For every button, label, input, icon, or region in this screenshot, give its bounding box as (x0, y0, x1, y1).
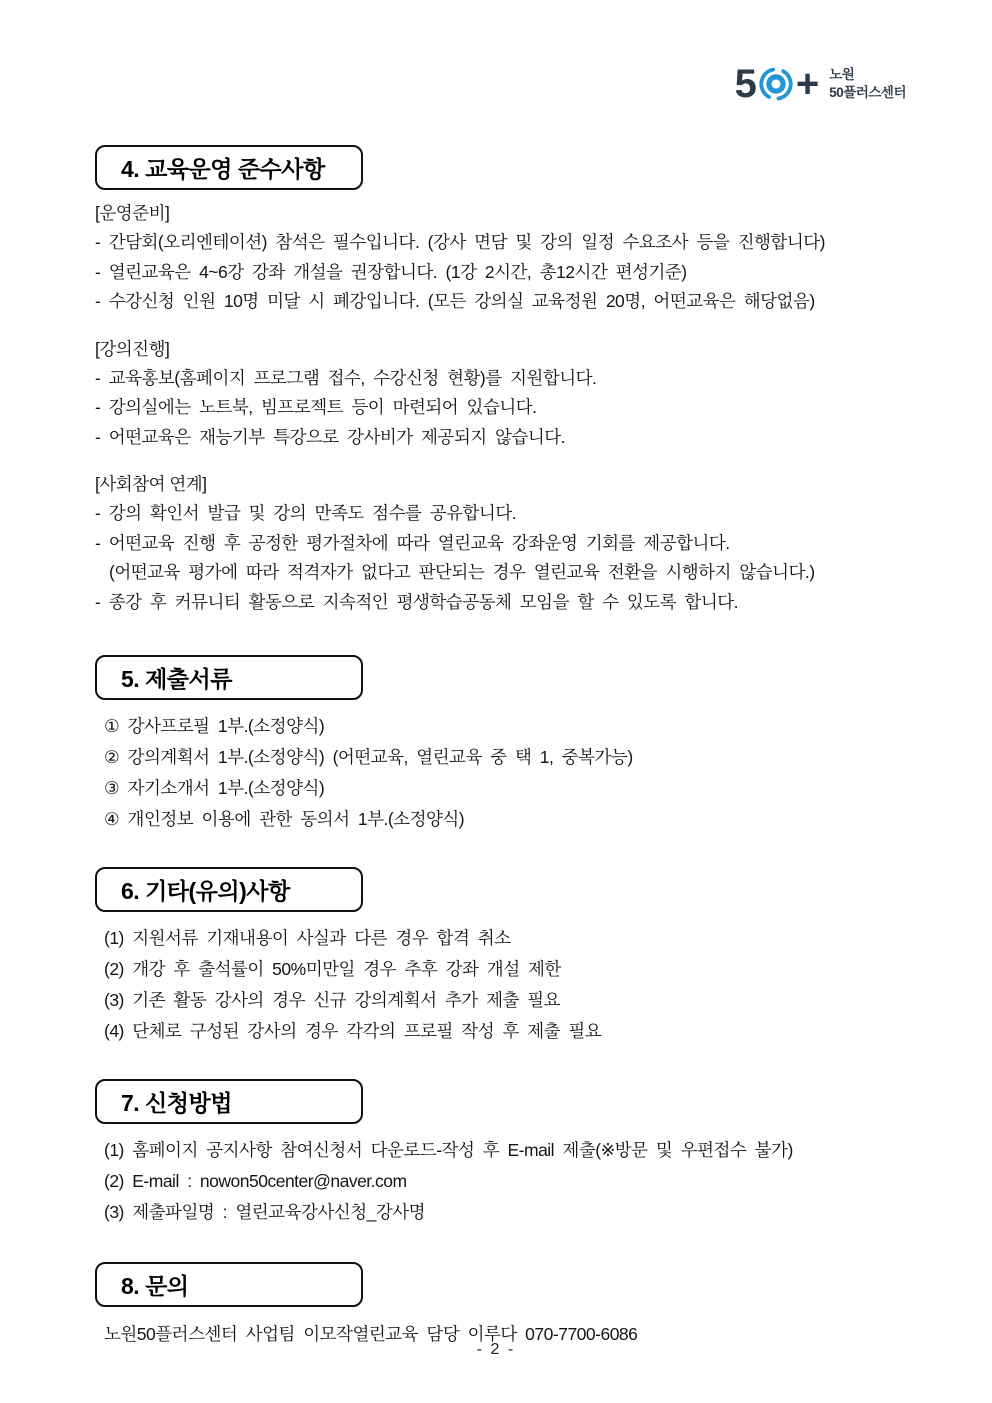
page-number: - 2 - (476, 1341, 516, 1358)
section-title-box-8 (95, 1262, 363, 1307)
bullet-line: - 교육홍보(홈페이지 프로그램 접수, 수강신청 현황)를 지원합니다. (95, 367, 597, 388)
section-title-box-7 (95, 1079, 363, 1124)
section-title: 8. 문의 (121, 1273, 189, 1299)
logo-digit-5: 5 (734, 62, 756, 106)
list-item-line: (1) 지원서류 기재내용이 사실과 다른 경우 합격 취소 (104, 928, 511, 948)
list-item-line email-line: (2) E-mail : nowon50center@naver.com (104, 1171, 407, 1191)
bullet-line: - 종강 후 커뮤니티 활동으로 지속적인 평생학습공동체 모임을 할 수 있도록 합니다. (95, 591, 739, 612)
section-title-box-4 (95, 145, 363, 190)
section-submission-documents (0, 655, 992, 835)
list-item-line: ① 강사프로필 1부.(소정양식) (104, 716, 325, 736)
bullet-line: - 어떤교육 진행 후 공정한 평가절차에 따라 열린교육 강좌운영 기회를 제공합니다. (95, 532, 730, 553)
list-item-line: ④ 개인정보 이용에 관한 동의서 1부.(소정양식) (104, 809, 465, 829)
section-title: 6. 기타(유의)사항 (121, 878, 290, 904)
logo-plus-sign: + (795, 62, 819, 106)
list-item-line: (4) 단체로 구성된 강사의 경우 각각의 프로필 작성 후 제출 필요 (104, 1021, 602, 1041)
section-title-box-5 (95, 655, 363, 700)
section-4-body (95, 199, 904, 617)
bullet-line: - 수강신청 인원 10명 미달 시 폐강입니다. (모든 강의실 교육정원 20명, 어떤교육은 해당없음) (95, 291, 815, 311)
section-title: 4. 교육운영 준수사항 (121, 156, 325, 182)
bullet-subline: (어떤교육 평가에 따라 적격자가 없다고 판단되는 경우 열린교육 전환을 시행하지 않습니다.) (109, 562, 815, 582)
list-item-line: ② 강의계획서 1부.(소정양식) (어떤교육, 열린교육 중 택 1, 중복가능) (104, 747, 633, 767)
section-7-list (95, 1135, 904, 1228)
group-operation-prep (95, 199, 904, 317)
page-footer (0, 1341, 992, 1359)
section-other-notes (0, 867, 992, 1047)
section-inquiry (0, 1262, 992, 1350)
list-item-line: (3) 기존 활동 강사의 경우 신규 강의계획서 추가 제출 필요 (104, 990, 561, 1010)
group-heading: [사회참여 연계] (95, 474, 207, 494)
section-education-rules (0, 145, 992, 617)
target-circle-icon (757, 65, 795, 103)
section-5-list (95, 711, 904, 835)
list-item-line: ③ 자기소개서 1부.(소정양식) (104, 778, 325, 798)
group-heading: [강의진행] (95, 338, 170, 359)
bullet-line: - 강의 확인서 발급 및 강의 만족도 점수를 공유합니다. (95, 503, 517, 523)
contact-info-line: 노원50플러스센터 사업팀 이모작열린교육 담당 이루다 070-7700-6086 (104, 1324, 638, 1344)
section-title-box-6 (95, 867, 363, 912)
list-item-line: (2) 개강 후 출석률이 50%미만일 경우 추후 강좌 개설 제한 (104, 959, 561, 979)
bullet-line: - 간담회(오리엔테이션) 참석은 필수입니다. (강사 면담 및 강의 일정 수요조사 등을 진행합니다) (95, 232, 825, 252)
logo-org-name (829, 66, 906, 101)
section-title: 7. 신청방법 (121, 1090, 232, 1116)
list-item-line: (3) 제출파일명 : 열린교육강사신청_강사명 (104, 1202, 426, 1222)
logo-50plus (735, 64, 819, 104)
group-heading: [운영준비] (95, 203, 170, 223)
group-social-participation (95, 470, 904, 617)
bullet-line: - 어떤교육은 재능기부 특강으로 강사비가 제공되지 않습니다. (95, 426, 565, 447)
bullet-line: - 강의실에는 노트북, 빔프로젝트 등이 마련되어 있습니다. (95, 397, 537, 417)
logo (735, 64, 906, 104)
list-item-line: (1) 홈페이지 공지사항 참여신청서 다운로드-작성 후 E-mail 제출(※방문 및 우편접수 불가) (104, 1140, 793, 1160)
section-6-list (95, 923, 904, 1047)
section-title: 5. 제출서류 (121, 666, 232, 692)
section-application-method (0, 1079, 992, 1228)
logo-org-line2: 50플러스센터 (829, 85, 906, 100)
logo-org-line1: 노원 (829, 67, 855, 83)
bullet-line: - 열린교육은 4~6강 강좌 개설을 권장합니다. (1강 2시간, 총12시간 편성기준) (95, 261, 687, 282)
group-lecture-progress (95, 335, 904, 453)
